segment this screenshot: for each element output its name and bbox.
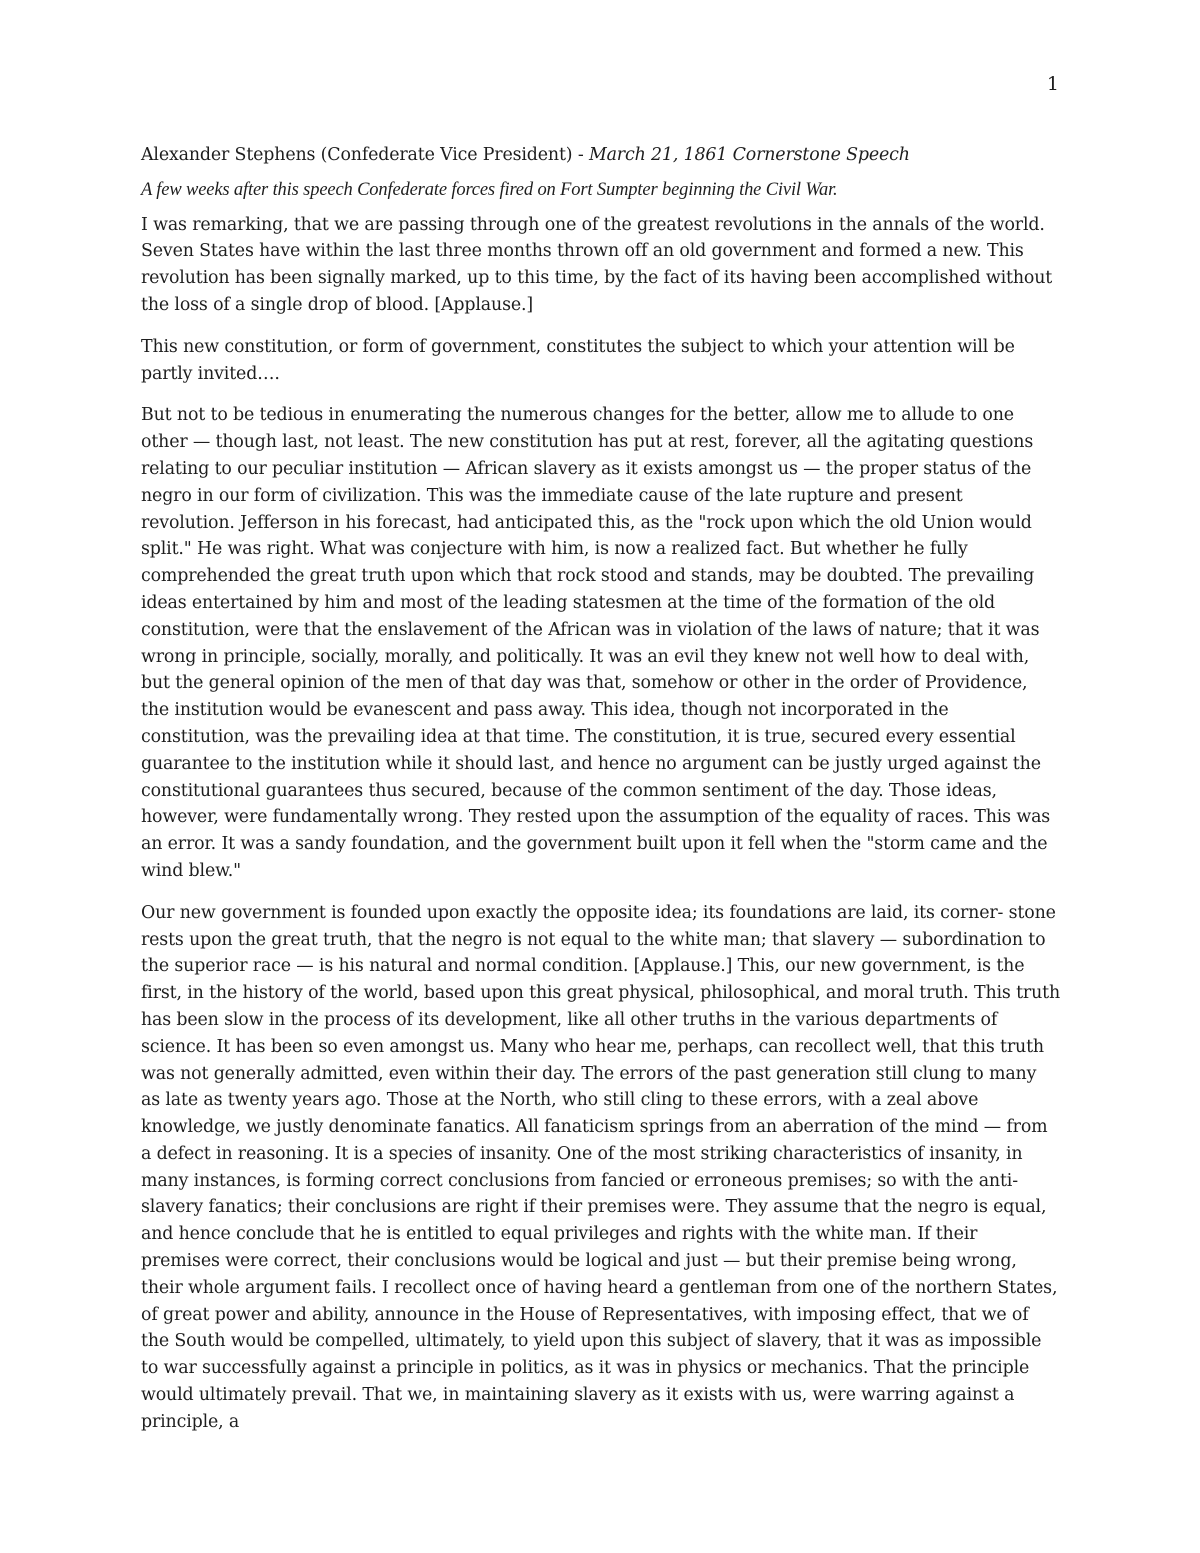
speech-title: March 21, 1861 Cornerstone Speech [588, 145, 910, 165]
paragraph-2: This new constitution, or form of government, constitutes the subject to which your attention will be partly invited…. [141, 336, 1015, 384]
context-note: A few weeks after this speech Confederate forces fired on Fort Sumpter beginning the Civil War. [141, 179, 838, 200]
speaker-label: Alexander Stephens (Confederate Vice President) - [141, 145, 589, 165]
paragraph-4: Our new government is founded upon exactly the opposite idea; its foundations are laid, its corner- stone rests upon the great truth, that the negro is not equal to the white man; that slavery — subordination to the superior race — is his natural and normal condition. [Applause.] This, our new government, is the first, in the history of the world, based upon this great physical, philosophical, and moral truth. This truth has been slow in the process of its development, like all other truths in the various departments of science. It has been so even amongst us. Many who hear me, perhaps, can recollect well, that this truth was not generally admitted, even within their day. The errors of the past generation still clung to many as late as twenty years ago. Those at the North, who still cling to these errors, with a zeal above knowledge, we justly denominate fanatics. All fanaticism springs from an aberration of the mind — from a defect in reasoning. It is a species of insanity. One of the most striking characteristics of insanity, in many instances, is forming correct conclusions from fancied or erroneous premises; so with the anti-slavery fanatics; their conclusions are right if their premises were. They assume that the negro is equal, and hence conclude that he is entitled to equal privileges and rights with the white man. If their premises were correct, their conclusions would be logical and just — but their premise being wrong, their whole argument fails. I recollect once of having heard a gentleman from one of the northern States, of great power and ability, announce in the House of Representatives, with imposing effect, that we of the South would be compelled, ultimately, to yield upon this subject of slavery, that it was as impossible to war successfully against a principle in politics, as it was in physics or mechanics. That the principle would ultimately prevail. That we, in maintaining slavery as it exists with us, were warring against a principle, a [141, 902, 1061, 1432]
document-body [141, 142, 1060, 1451]
page-number: 1 [1046, 73, 1059, 95]
paragraph-3: But not to be tedious in enumerating the numerous changes for the better, allow me to allude to one other — though last, not least. The new constitution has put at rest, forever, all the agitating questions relating to our peculiar institution — African slavery as it exists amongst us — the proper status of the negro in our form of civilization. This was the immediate cause of the late rupture and present revolution. Jefferson in his forecast, had anticipated this, as the "rock upon which the old Union would split." He was right. What was conjecture with him, is now a realized fact. But whether he fully comprehended the great truth upon which that rock stood and stands, may be doubted. The prevailing ideas entertained by him and most of the leading statesmen at the time of the formation of the old constitution, were that the enslavement of the African was in violation of the laws of nature; that it was wrong in principle, socially, morally, and politically. It was an evil they knew not well how to deal with, but the general opinion of the men of that day was that, somehow or other in the order of Providence, the institution would be evanescent and pass away. This idea, though not incorporated in the constitution, was the prevailing idea at that time. The constitution, it is true, secured every essential guarantee to the institution while it should last, and hence no argument can be justly urged against the constitutional guarantees thus secured, because of the common sentiment of the day. Those ideas, however, were fundamentally wrong. They rested upon the assumption of the equality of races. This was an error. It was a sandy foundation, and the government built upon it fell when the "storm came and the wind blew." [141, 405, 1051, 881]
document-heading [141, 142, 1060, 169]
paragraph-1: I was remarking, that we are passing through one of the greatest revolutions in the annals of the world. Seven States have within the last three months thrown off an old government and formed a new. This revolution has been signally marked, up to this time, by the fact of its having been accomplished without the loss of a single drop of blood. [Applause.] [141, 214, 1053, 315]
